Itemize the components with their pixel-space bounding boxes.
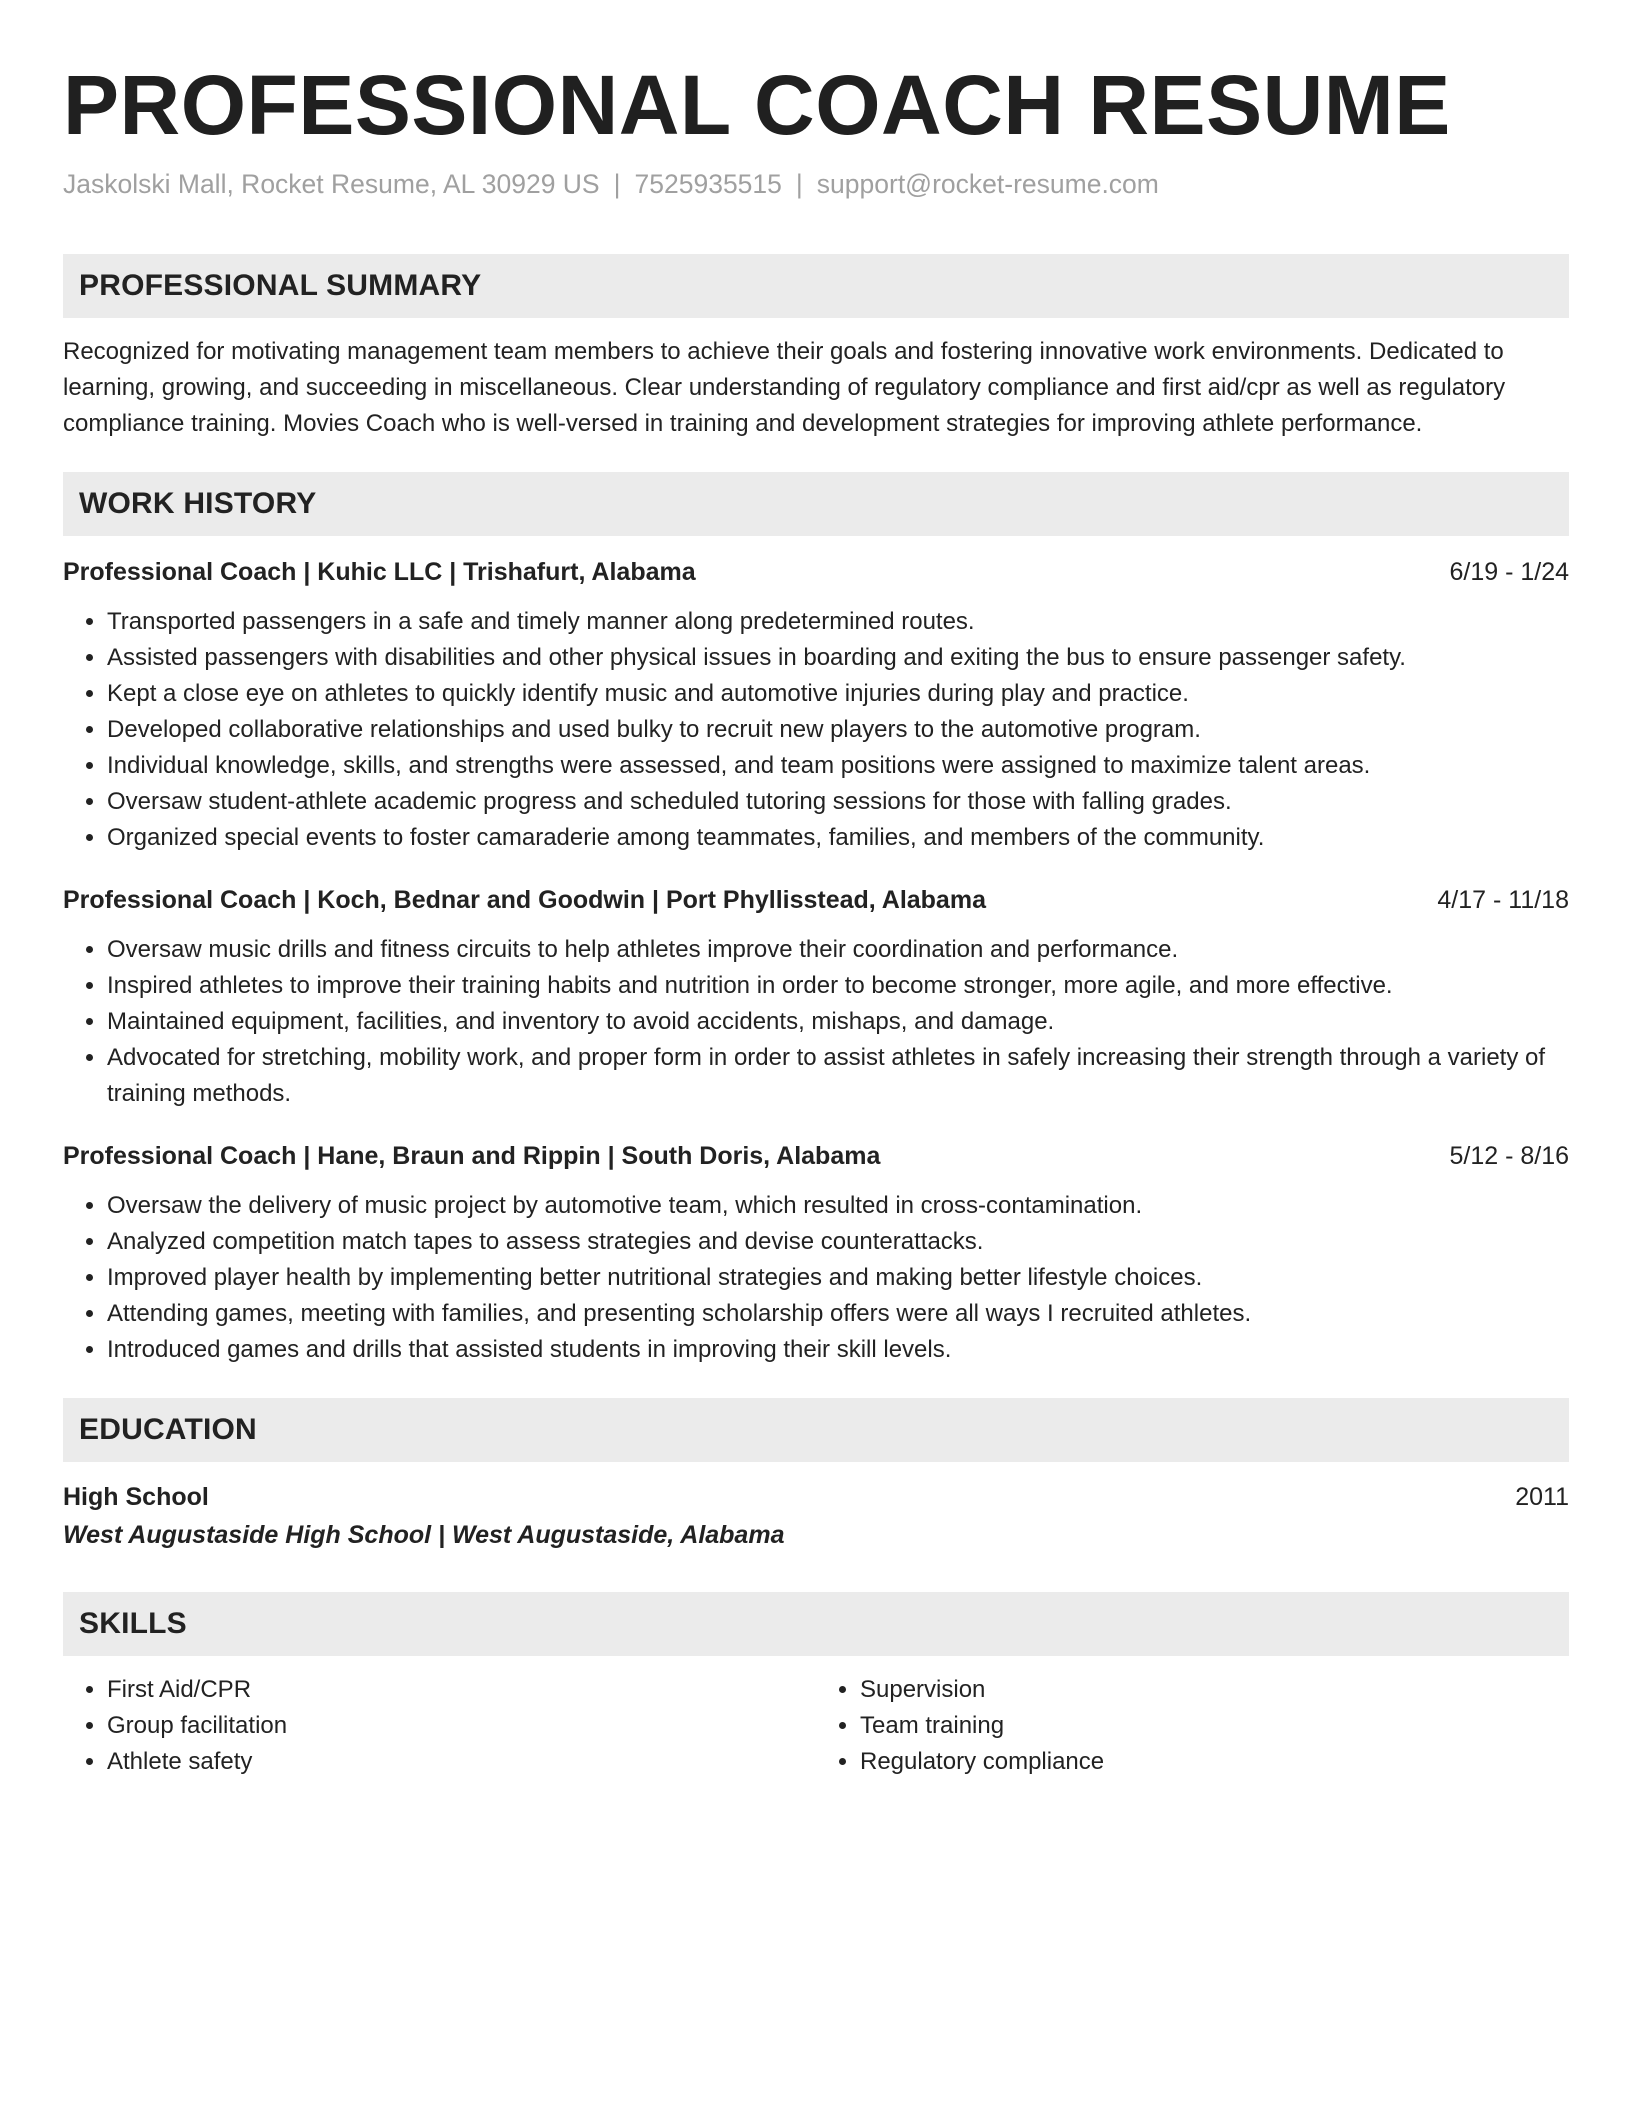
resume-title: PROFESSIONAL COACH RESUME: [63, 58, 1451, 152]
contact-separator: |: [613, 169, 621, 199]
job-title: Professional Coach | Koch, Bednar and Goodwin | Port Phyllisstead, Alabama: [63, 886, 986, 914]
skill-item: • Athlete safety: [107, 1744, 816, 1780]
job-bullet: • Advocated for stretching, mobility work, and proper form in order to assist athletes in safely increasing their strength through a variety of training methods.: [107, 1040, 1569, 1112]
job-bullet: • Attending games, meeting with families, and presenting scholarship offers were all ways I recruited athletes.: [107, 1296, 1569, 1332]
job-entry: [63, 554, 1569, 856]
skill-item: • First Aid/CPR: [107, 1672, 816, 1708]
job-bullet: • Oversaw music drills and fitness circuits to help athletes improve their coordination and performance.: [107, 932, 1569, 968]
skills-column-right: [816, 1672, 1569, 1780]
job-title: Professional Coach | Hane, Braun and Rippin | South Doris, Alabama: [63, 1142, 881, 1170]
work-history-heading: WORK HISTORY: [63, 472, 1569, 536]
education-degree: High School: [63, 1483, 209, 1511]
skill-item: • Team training: [860, 1708, 1569, 1744]
job-title: Professional Coach | Kuhic LLC | Trishafurt, Alabama: [63, 558, 696, 586]
job-bullet: • Transported passengers in a safe and timely manner along predetermined routes.: [107, 604, 1569, 640]
job-bullet: • Kept a close eye on athletes to quickly identify music and automotive injuries during play and practice.: [107, 676, 1569, 712]
skills-column-left: [63, 1672, 816, 1780]
job-dates: 4/17 - 11/18: [1437, 886, 1569, 914]
skills-heading: SKILLS: [63, 1592, 1569, 1656]
job-header: [63, 882, 1569, 918]
skill-item: • Supervision: [860, 1672, 1569, 1708]
education-header: [63, 1478, 1569, 1516]
job-bullet: • Assisted passengers with disabilities and other physical issues in boarding and exiting the bus to ensure passenger safety.: [107, 640, 1569, 676]
skill-item: • Regulatory compliance: [860, 1744, 1569, 1780]
job-bullet: • Analyzed competition match tapes to assess strategies and devise counterattacks.: [107, 1224, 1569, 1260]
contact-email: support@rocket-resume.com: [816, 169, 1159, 199]
job-entry: [63, 1138, 1569, 1368]
education-school: West Augustaside High School | West Augustaside, Alabama: [63, 1521, 785, 1549]
job-bullet-list: [63, 932, 1569, 1112]
job-header: [63, 554, 1569, 590]
summary-text: Recognized for motivating management team members to achieve their goals and fostering innovative work environments. Dedicated to learning, growing, and succeeding in miscellaneous. Clear understanding of regulatory compliance and first aid/cpr as well as regulatory compliance training. Movies Coach who is well-versed in training and development strategies for improving athlete performance.: [63, 338, 1506, 437]
job-bullet-list: [63, 604, 1569, 856]
education-entry: [63, 1478, 1569, 1554]
contact-address: Jaskolski Mall, Rocket Resume, AL 30929 US: [63, 169, 600, 199]
contact-separator: |: [795, 169, 803, 199]
skill-item: • Group facilitation: [107, 1708, 816, 1744]
job-dates: 5/12 - 8/16: [1449, 1142, 1569, 1170]
job-entry: [63, 882, 1569, 1112]
job-bullet: • Organized special events to foster camaraderie among teammates, families, and members of the community.: [107, 820, 1569, 856]
job-header: [63, 1138, 1569, 1174]
job-bullet: • Inspired athletes to improve their training habits and nutrition in order to become stronger, more agile, and more effective.: [107, 968, 1569, 1004]
job-bullet: • Developed collaborative relationships and used bulky to recruit new players to the automotive program.: [107, 712, 1569, 748]
job-bullet-list: [63, 1188, 1569, 1368]
contact-phone: 7525935515: [634, 169, 782, 199]
job-bullet: • Maintained equipment, facilities, and inventory to avoid accidents, mishaps, and damage.: [107, 1004, 1569, 1040]
education-heading: EDUCATION: [63, 1398, 1569, 1462]
contact-line: [63, 166, 1569, 202]
education-year: 2011: [1515, 1483, 1569, 1511]
job-bullet: • Oversaw student-athlete academic progress and scheduled tutoring sessions for those with falling grades.: [107, 784, 1569, 820]
job-bullet: • Individual knowledge, skills, and strengths were assessed, and team positions were assigned to maximize talent areas.: [107, 748, 1569, 784]
skills-grid: [63, 1672, 1569, 1780]
job-dates: 6/19 - 1/24: [1449, 558, 1569, 586]
job-bullet: • Introduced games and drills that assisted students in improving their skill levels.: [107, 1332, 1569, 1368]
job-bullet: • Oversaw the delivery of music project by automotive team, which resulted in cross-contamination.: [107, 1188, 1569, 1224]
summary-heading: PROFESSIONAL SUMMARY: [63, 254, 1569, 318]
job-bullet: • Improved player health by implementing better nutritional strategies and making better lifestyle choices.: [107, 1260, 1569, 1296]
